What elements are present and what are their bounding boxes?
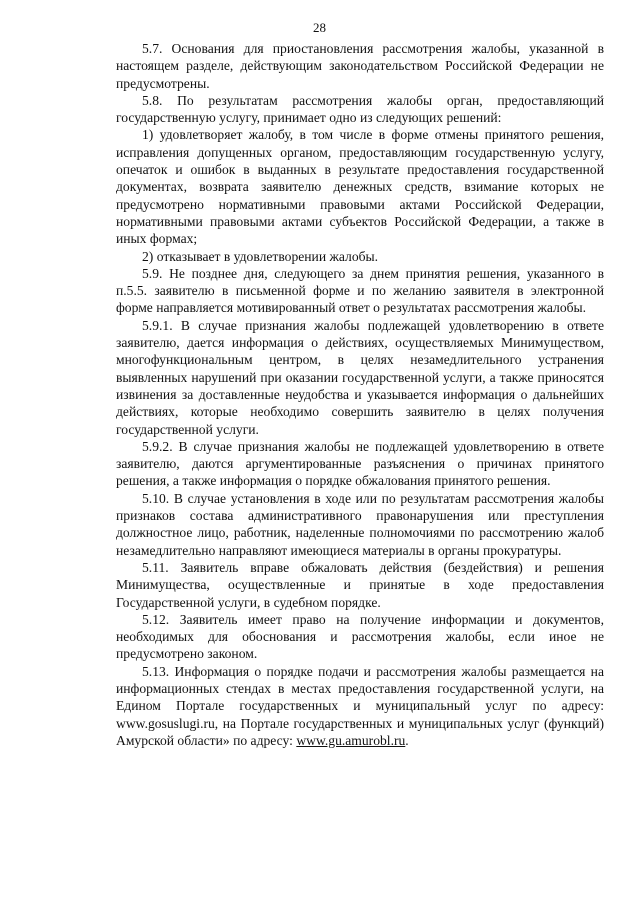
paragraph-5-10: 5.10. В случае установления в ходе или по результатам рассмотрения жалобы признаков состава административного правонарушения или преступления должностное лицо, работник, наделенные полномочиями по рассмотрению жалоб незамедлительно направляют имеющиеся материалы в органы прокуратуры. (116, 490, 604, 558)
paragraph-5-13 (116, 663, 604, 749)
amurobl-portal-link[interactable]: www.gu.amurobl.ru (296, 732, 406, 748)
paragraph-5-9-1: 5.9.1. В случае признания жалобы подлежащей удовлетворению в ответе заявителю, дается информация о действиях, осуществляемых Минимуществом, многофункциональным центром, в целях незамедлительного устранения выявленных нарушений при оказании государственной услуги, а также приносятся извинения за доставленные неудобства и указывается информация о дальнейших действиях, которые необходимо совершить заявителю в целях получения государственной услуги. (116, 317, 604, 437)
paragraph-5-12: 5.12. Заявитель имеет право на получение информации и документов, необходимых для обоснования и рассмотрения жалобы, если иное не предусмотрено законом. (116, 611, 604, 662)
paragraph-5-8: 5.8. По результатам рассмотрения жалобы орган, предоставляющий государственную услугу, принимает одно из следующих решений: (116, 92, 604, 126)
paragraph-5-8-item-2: 2) отказывает в удовлетворении жалобы. (142, 248, 379, 264)
paragraph-5-9: 5.9. Не позднее дня, следующего за днем принятия решения, указанного в п.5.5. заявителю в письменной форме и по желанию заявителя в электронной форме направляется мотивированный ответ о результатах рассмотрения жалобы. (116, 265, 604, 316)
page-number: 28 (313, 20, 326, 35)
paragraph-5-13-text: 5.13. Информация о порядке подачи и рассмотрения жалобы размещается на информационных стендах в местах предоставления государственной услуги, на Едином Портале государственных и муниципальный услуг по адресу: www.gosuslugi.ru, на Портале государственных и муниципальных услуг (функций) Амурской области» по адресу: (116, 663, 604, 748)
paragraph-5-11: 5.11. Заявитель вправе обжаловать действия (бездействия) и решения Минимущества, осуществленные и принятые в ходе предоставления Государственной услуги, в судебном порядке. (116, 559, 604, 610)
paragraph-5-13-end: . (405, 732, 409, 748)
paragraph-5-8-item-1: 1) удовлетворяет жалобу, в том числе в форме отмены принятого решения, исправления допущенных органом, предоставляющим государственную услугу, опечаток и ошибок в выданных в результате предоставления государственной документах, возврата заявителю денежных средств, взимание которых не предусмотрено нормативными правовыми актами Российской Федерации, нормативными правовыми актами субъектов Российской Федерации, а также в иных формах; (116, 127, 604, 247)
paragraph-5-7: 5.7. Основания для приостановления рассмотрения жалобы, указанной в настоящем разделе, действующим законодательством Российской Федерации не предусмотрены. (116, 41, 604, 91)
paragraph-5-9-2: 5.9.2. В случае признания жалобы не подлежащей удовлетворению в ответе заявителю, даются аргументированные разъяснения о причинах принятого решения, а также информация о порядке обжалования принятого решения. (116, 438, 604, 489)
document-body (116, 40, 604, 749)
